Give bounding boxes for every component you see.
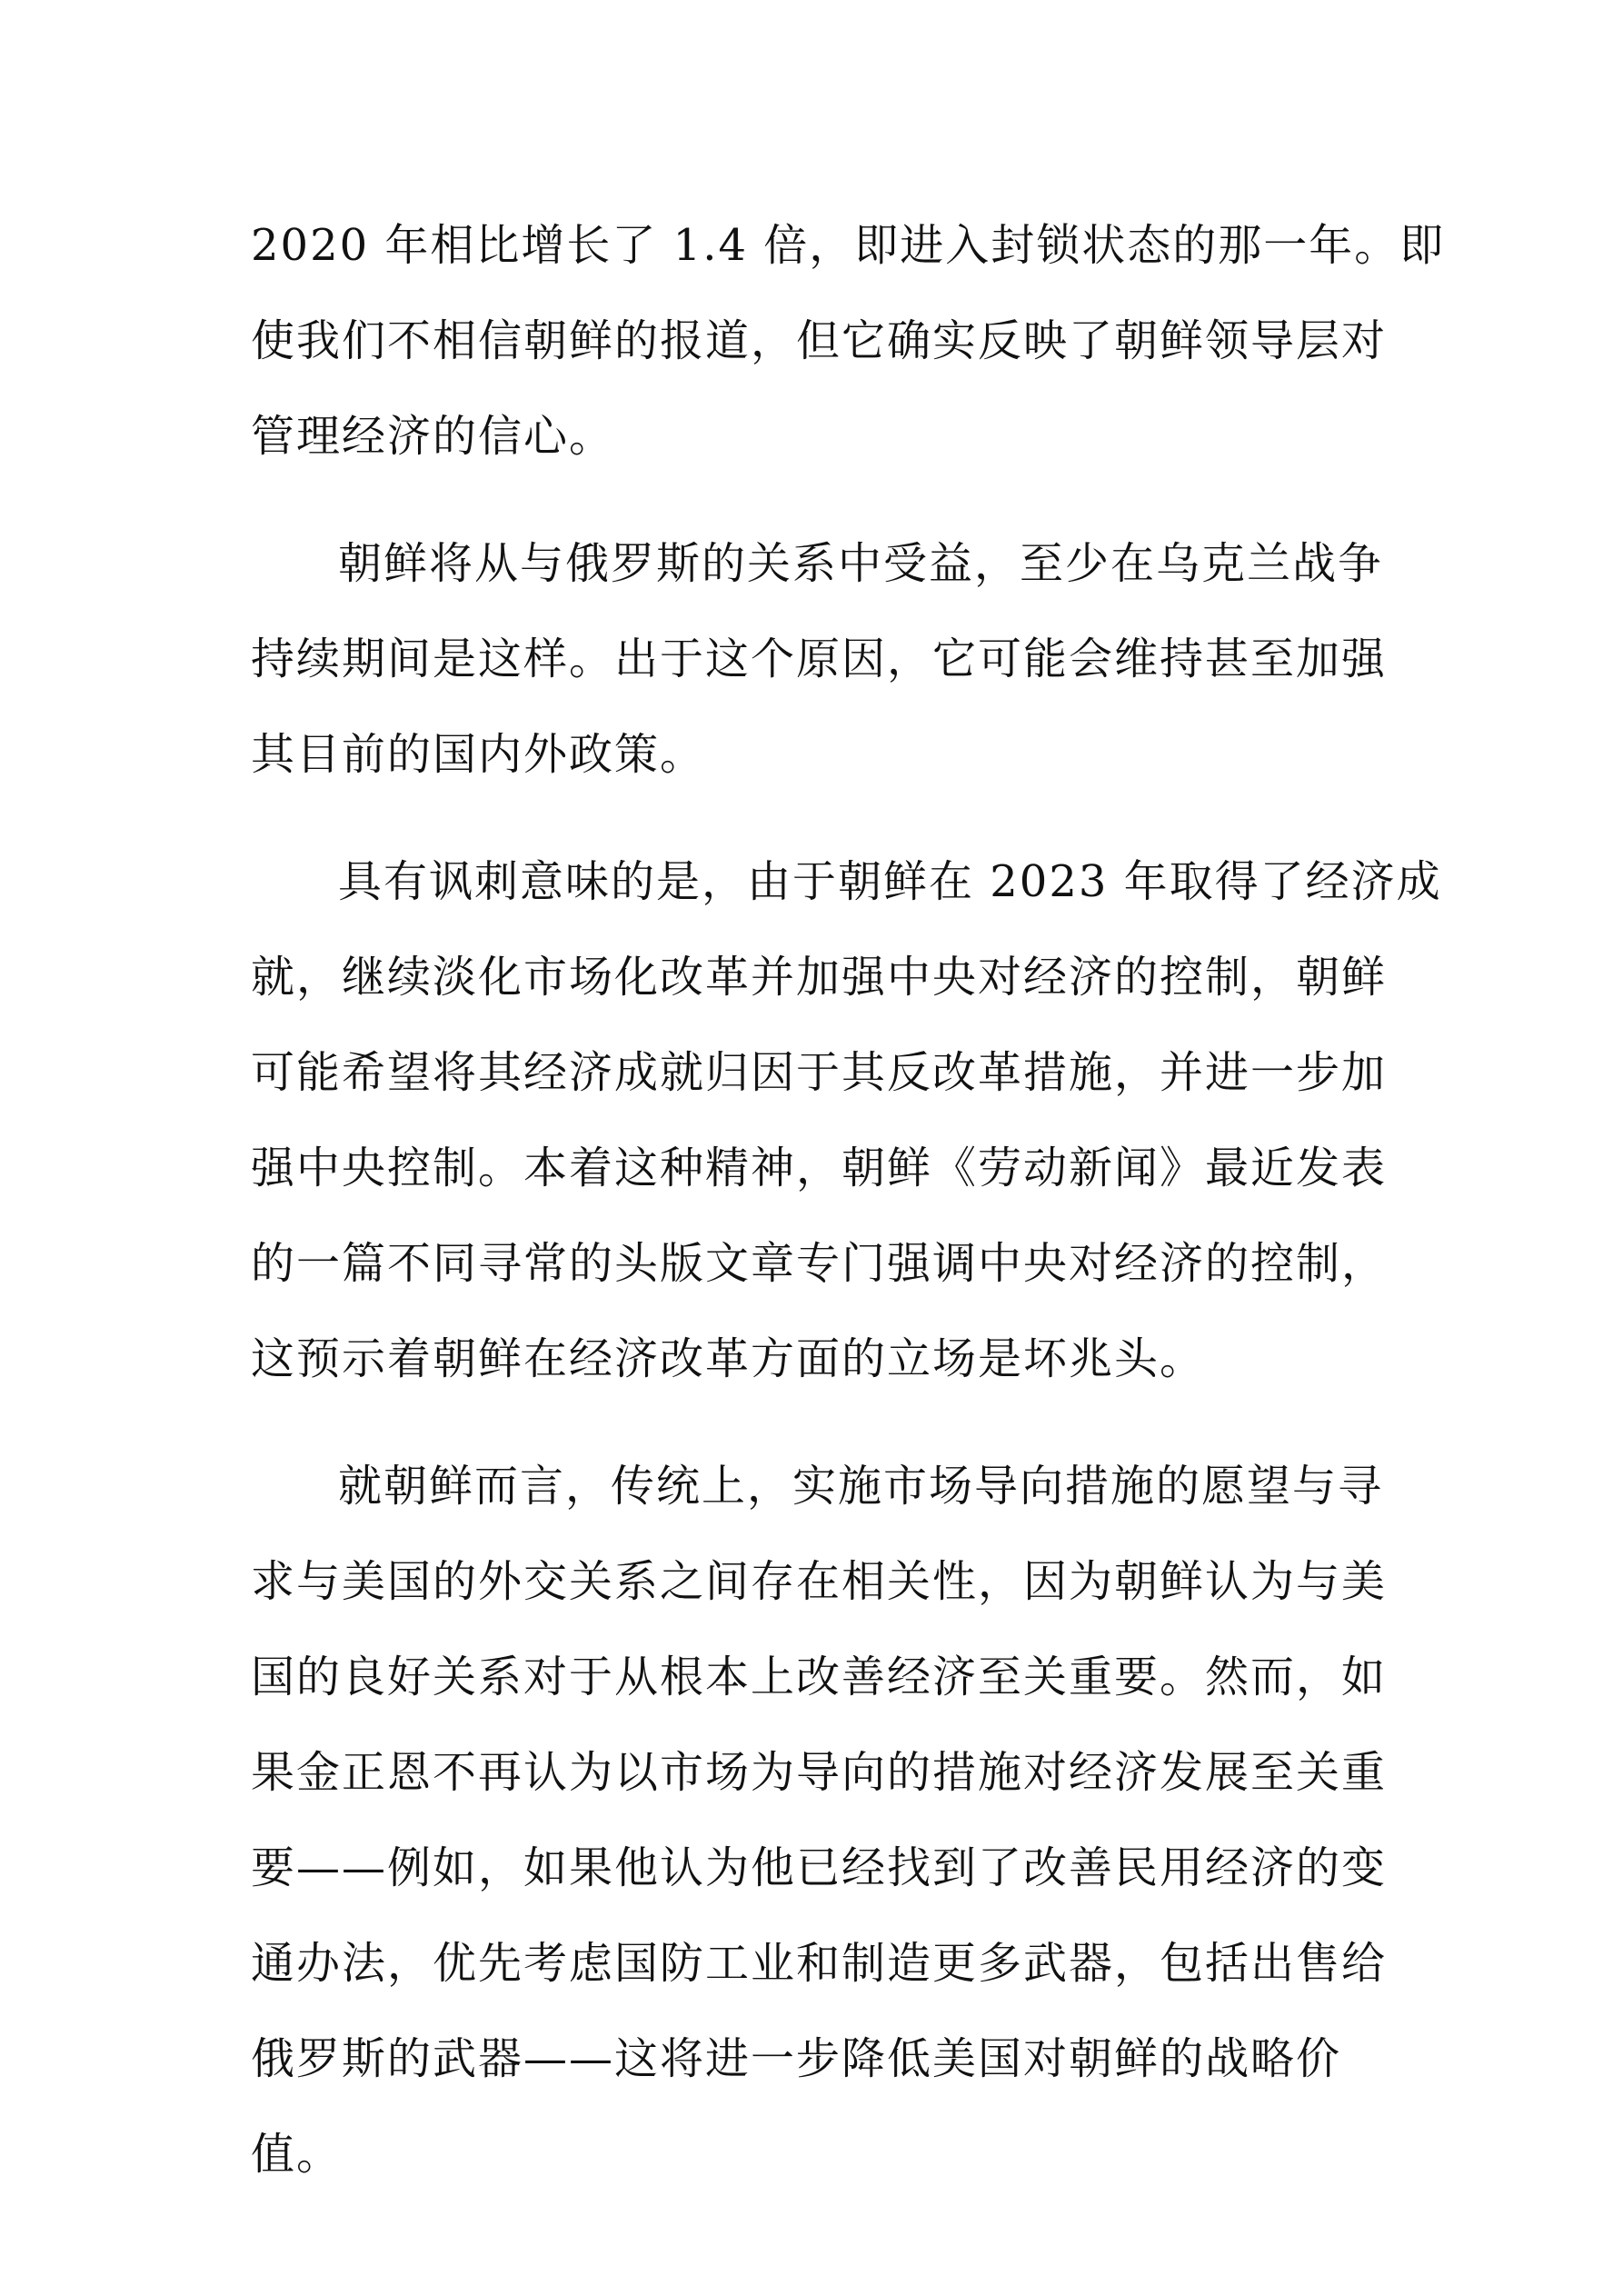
paragraph-line: 这预示着朝鲜在经济改革方面的立场是坏兆头。 <box>251 1333 1206 1384</box>
paragraph-line: 2020 年相比增长了 1.4 倍，即进入封锁状态的那一年。即 <box>251 220 1446 271</box>
paragraph-2 <box>251 516 1388 803</box>
paragraph-line: 管理经济的信心。 <box>251 411 615 462</box>
paragraph-line: 强中央控制。本着这种精神，朝鲜《劳动新闻》最近发表 <box>251 1143 1388 1193</box>
paragraph-line: 朝鲜将从与俄罗斯的关系中受益，至少在乌克兰战争 <box>338 538 1384 589</box>
paragraph-line: 求与美国的外交关系之间存在相关性，因为朝鲜认为与美 <box>251 1556 1388 1607</box>
paragraph-line: 使我们不相信朝鲜的报道，但它确实反映了朝鲜领导层对 <box>251 315 1388 366</box>
paragraph-line: 就朝鲜而言，传统上，实施市场导向措施的愿望与寻 <box>338 1461 1384 1512</box>
paragraph-3 <box>251 834 1442 1407</box>
paragraph-line: 俄罗斯的武器——这将进一步降低美国对朝鲜的战略价 <box>251 2033 1342 2084</box>
paragraph-line: 国的良好关系对于从根本上改善经济至关重要。然而，如 <box>251 1652 1388 1702</box>
paragraph-line: 值。 <box>251 2129 343 2180</box>
paragraph-line: 其目前的国内外政策。 <box>251 729 706 780</box>
paragraph-line: 持续期间是这样。出于这个原因，它可能会维持甚至加强 <box>251 634 1388 684</box>
paragraph-line: 果金正恩不再认为以市场为导向的措施对经济发展至关重 <box>251 1747 1388 1798</box>
paragraph-line: 就，继续淡化市场化改革并加强中央对经济的控制，朝鲜 <box>251 952 1388 1003</box>
paragraph-line: 可能希望将其经济成就归因于其反改革措施，并进一步加 <box>251 1047 1388 1098</box>
paragraph-line: 要——例如，如果他认为他已经找到了改善民用经济的变 <box>251 1842 1388 1893</box>
paragraph-4 <box>251 1439 1388 2202</box>
paragraph-line: 具有讽刺意味的是，由于朝鲜在 2023 年取得了经济成 <box>338 856 1442 907</box>
paragraph-line: 通办法，优先考虑国防工业和制造更多武器，包括出售给 <box>251 1938 1388 1989</box>
paragraph-1 <box>251 198 1446 484</box>
paragraph-line: 的一篇不同寻常的头版文章专门强调中央对经济的控制， <box>251 1238 1388 1289</box>
